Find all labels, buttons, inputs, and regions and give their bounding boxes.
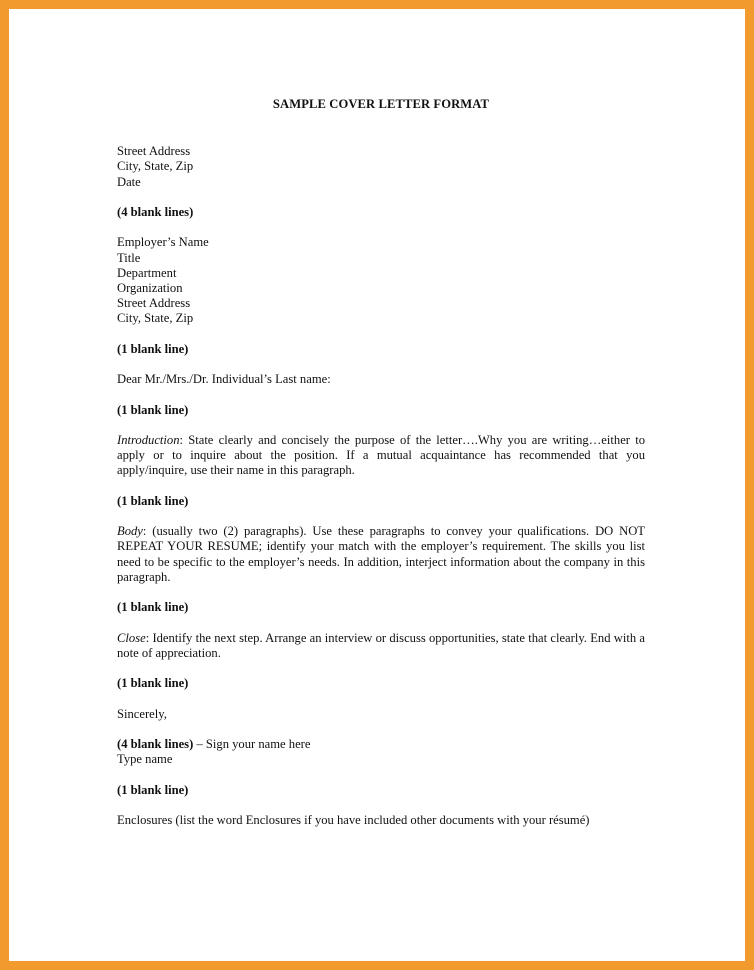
employer-address <box>117 235 645 326</box>
enclosures-note: Enclosures (list the word Enclosures if you have included other documents with your résumé) <box>117 812 590 827</box>
spacer-note-1-line: (1 blank line) <box>117 341 189 356</box>
sender-city: City, State, Zip <box>117 159 194 174</box>
letter-page <box>9 9 745 961</box>
signature-instruction: – Sign your name here <box>193 736 311 751</box>
spacer-note-1-line: (1 blank line) <box>117 782 189 797</box>
body-text: : (usually two (2) paragraphs). Use these paragraphs to convey your qualifications. DO NOT REPEAT YOUR RESUME; identify your match with the employer’s requirement. The skills you list need to be specific to the employer’s needs. In addition, interject information about the company in this paragraph. <box>117 524 645 584</box>
document-title: SAMPLE COVER LETTER FORMAT <box>272 97 490 111</box>
sender-street: Street Address <box>117 144 191 159</box>
body-label: Body <box>117 524 143 539</box>
close-text: : Identify the next step. Arrange an interview or discuss opportunities, state that clearly. End with a note of appreciation. <box>117 630 645 660</box>
employer-name: Employer’s Name <box>117 235 209 250</box>
spacer-note-1-line: (1 blank line) <box>117 402 189 417</box>
signature-block <box>117 737 645 767</box>
sender-address <box>117 144 645 190</box>
close-paragraph <box>117 631 645 661</box>
employer-title: Title <box>117 250 141 265</box>
introduction-label: Introduction <box>117 432 180 447</box>
signature-line <box>117 737 645 752</box>
spacer-note-1-line: (1 blank line) <box>117 493 189 508</box>
introduction-paragraph <box>117 433 645 479</box>
type-name: Type name <box>117 752 173 767</box>
employer-street: Street Address <box>117 296 191 311</box>
letter-content <box>117 97 645 843</box>
spacer-note-1-line: (1 blank line) <box>117 676 189 691</box>
body-paragraph <box>117 524 645 585</box>
salutation: Dear Mr./Mrs./Dr. Individual’s Last name: <box>117 372 331 387</box>
introduction-text: : State clearly and concisely the purpose of the letter….Why you are writing…either to apply or to inquire about the position. If a mutual acquaintance has recommended that you apply/inquire, use their name in this paragraph. <box>117 432 645 478</box>
close-label: Close <box>117 630 146 645</box>
employer-organization: Organization <box>117 281 183 295</box>
closing: Sincerely, <box>117 706 167 721</box>
sender-date: Date <box>117 174 141 189</box>
spacer-note-1-line: (1 blank line) <box>117 600 189 615</box>
spacer-note-4-lines: (4 blank lines) <box>117 205 194 219</box>
signature-spacer-note: (4 blank lines) <box>117 736 194 751</box>
employer-department: Department <box>117 265 177 280</box>
employer-city: City, State, Zip <box>117 311 194 326</box>
